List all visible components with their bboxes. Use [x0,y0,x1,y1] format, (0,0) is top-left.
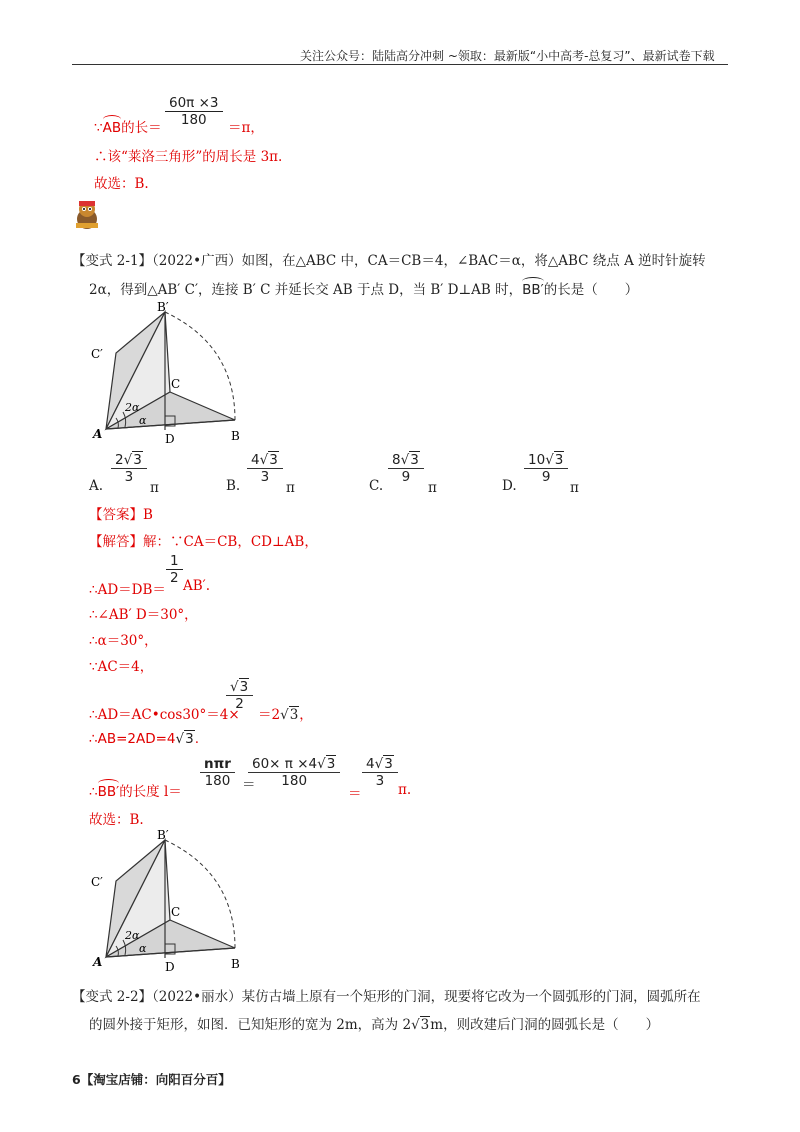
length-suffix: 的长＝ [121,120,162,136]
step-1-tail: AB′. [183,578,211,594]
option-b-pi: π [286,480,295,496]
label-b: B [231,429,240,443]
option-d-coef: 10 [528,452,546,468]
step-5-radicand: 3 [289,707,299,723]
q22-line-1 [72,985,701,1005]
step-7-arc-label: BB′ [97,784,120,800]
q22-text-2-tail: m，则改建后门洞的圆弧长是（ ） [430,1017,660,1033]
fig2-label-a: A [93,955,103,969]
step-7-eq1: ＝ [242,777,256,793]
q22-tag: 【变式 2-2】 [72,989,153,1005]
step-5-result: ＝2√3， [258,707,313,723]
q22-text-2: 的圆外接于矩形，如图．已知矩形的宽为 2m，高为 2 [89,1017,412,1033]
calc-denominator: 180 [281,773,308,789]
option-a-numerator: 2√3 [111,452,147,469]
option-d-numerator: 10√3 [524,452,568,469]
option-a-fraction [111,452,147,485]
solution-text: 解：∵CA＝CB，CD⊥AB， [143,534,318,550]
fig2-label-two-alpha: 2α [125,929,140,942]
fig2-label-alpha: α [139,942,147,955]
result-denominator: 3 [375,773,385,789]
fig2-label-c-prime: C′ [91,875,103,889]
result-coef: 4 [366,756,375,772]
option-b-numerator: 4√3 [247,452,283,469]
option-d-fraction [524,452,568,485]
label-c-prime: C′ [91,347,103,361]
step-7-therefore: ∴ [89,784,98,800]
fig2-label-b: B [231,957,240,971]
calc-radicand: 3 [326,756,336,772]
top-line-1 [94,116,162,136]
fraction-denominator: 180 [180,112,207,128]
option-b-letter: B. [226,478,241,494]
step-3: ∴α＝30°， [89,633,158,649]
fig2-label-d: D [165,960,175,974]
option-c-coef: 8 [392,452,401,468]
arc-length-fraction [165,95,223,128]
mascot-icon [72,197,102,231]
step-7-end: π. [398,782,412,798]
result-fraction [362,756,398,789]
step-4: ∵AC＝4， [89,659,154,675]
step-6: ∴AB=2AD=4√3. [89,731,200,747]
q22-line-2: 的圆外接于矩形，如图．已知矩形的宽为 2m，高为 2√3m，则改建后门洞的圆弧长是（ ） [89,1017,660,1033]
half-numerator: 1 [166,553,183,570]
fig2-label-c: C [171,905,181,919]
option-b-coef: 4 [251,452,260,468]
step-pick: 故选：B. [89,812,144,828]
option-d[interactable] [502,478,517,494]
step-2: ∴∠AB′ D＝30°， [89,607,198,623]
option-d-letter: D. [502,478,517,494]
calc-numerator: 60× π ×4√3 [248,756,340,773]
option-c-numerator: 8√3 [388,452,424,469]
step-5-coef: ＝2 [258,707,281,723]
cos-numerator: √3 [226,679,253,696]
step-5: ∴AD＝AC•cos30°＝4× [89,707,240,723]
option-c-radicand: 3 [410,452,419,468]
arc-ab-label: AB [102,120,122,136]
result-numerator: 4√3 [362,756,398,773]
option-c-fraction [388,452,424,485]
option-a-radicand: 3 [133,452,142,468]
formula-fraction [200,756,235,789]
calc-numerator-text: 60× π ×4 [252,756,318,772]
header-text: 关注公众号：陆陆高分冲刺 ~领取：最新版“小中高考-总复习”、最新试卷下载 [300,49,715,63]
rotation-figure-1 [85,300,255,450]
option-c-denominator: 9 [401,469,411,485]
formula-denominator: 180 [204,773,231,789]
step-5-end: ， [299,707,313,723]
label-b-prime: B′ [157,300,169,314]
option-c-letter: C. [369,478,384,494]
option-b[interactable] [226,478,240,494]
half-denominator: 2 [170,570,179,586]
half-fraction [166,553,183,586]
q21-line-1 [72,249,706,269]
label-two-alpha: 2α [125,401,140,414]
label-a: A [93,427,103,441]
answer-line: 【答案】B [89,507,153,523]
cos-radicand: 3 [239,679,249,695]
q21-text-1: （2022•广西）如图，在△ABC 中，CA＝CB＝4，∠BAC＝α，将△ABC 绕点 A 逆时针旋转 [152,253,706,269]
arc-bb-prime-label: BB′ [522,282,544,298]
step-6-radicand: 3 [185,731,194,747]
top-line-2: ∴该“莱洛三角形”的周长是 3π. [94,149,283,165]
option-a-letter: A. [89,478,104,494]
footer [72,1070,231,1088]
shop-label: 【淘宝店铺：向阳百分百】 [80,1072,231,1087]
solution-tag: 【解答】 [89,534,143,550]
option-a[interactable] [89,478,103,494]
top-eq-tail: ＝π， [228,120,264,136]
label-alpha: α [139,414,147,427]
step-6-end: . [194,731,200,747]
step-6-text: ∴AB=2AD=4 [89,731,176,747]
fraction-numerator: 60π ×3 [165,95,223,112]
step-7-text: 的长度 l＝ [119,784,182,800]
q21-tag: 【变式 2-1】 [72,253,153,269]
option-d-radicand: 3 [554,452,564,468]
q21-text-2: 2α，得到△AB′ C′，连接 B′ C 并延长交 AB 于点 D，当 B′ D⊥AB 时， [89,282,523,298]
q22-radicand: 3 [420,1017,430,1033]
result-radicand: 3 [384,756,393,772]
option-c[interactable] [369,478,383,494]
formula-numerator: nπr [200,756,235,773]
option-b-fraction [247,452,283,485]
q22-text-1: （2022•丽水）某仿古墙上原有一个矩形的门洞，现要将它改为一个圆弧形的门洞，圆弧所在 [152,989,701,1005]
because-symbol: ∵ [94,120,103,136]
option-d-denominator: 9 [541,469,551,485]
rotation-figure-2 [85,828,255,978]
option-d-pi: π [570,480,579,496]
solution-line [89,530,318,550]
step-7 [89,780,182,800]
q21-line-2 [89,278,638,298]
option-c-pi: π [428,480,437,496]
option-a-denominator: 3 [124,469,134,485]
option-b-radicand: 3 [269,452,278,468]
option-a-pi: π [150,480,159,496]
step-1: ∴AD＝DB＝ [89,582,166,598]
top-line-3: 故选：B. [94,176,149,192]
q21-text-2-tail: 的长是（ ） [543,282,639,298]
step-7-eq2: ＝ [348,786,362,802]
option-b-denominator: 3 [260,469,270,485]
label-d: D [165,432,175,446]
header-rule [72,64,728,65]
cos-denominator: 2 [235,696,244,712]
label-c: C [171,377,181,391]
page-number: 6 [72,1072,81,1087]
calc-fraction [248,756,340,789]
fig2-label-b-prime: B′ [157,828,169,842]
option-a-coef: 2 [115,452,124,468]
